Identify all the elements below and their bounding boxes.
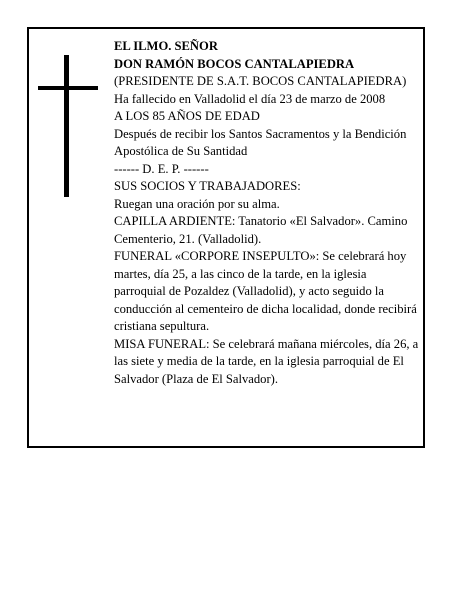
title-honorific: EL ILMO. SEÑOR <box>114 39 218 53</box>
deceased-position: (PRESIDENTE DE S.A.T. BOCOS CANTALAPIEDRA) <box>114 74 407 88</box>
dep-line: ------ D. E. P. ------ <box>114 161 209 176</box>
mass-info: MISA FUNERAL: Se celebrará mañana miércoles, día 26, a las siete y media de la tarde, en la iglesia parroquial de El Salvador (Plaza de El Salvador). <box>114 336 422 386</box>
cross-horizontal-bar <box>38 86 98 90</box>
obituary-text <box>114 38 422 388</box>
mourners-line: SUS SOCIOS Y TRABAJADORES: <box>114 179 301 193</box>
death-info: Ha fallecido en Valladolid el día 23 de marzo de 2008 <box>114 91 386 106</box>
prayer-request: Ruegan una oración por su alma. <box>114 196 280 211</box>
age-at-death: A LOS 85 AÑOS DE EDAD <box>114 109 260 123</box>
cross-vertical-bar <box>64 55 69 197</box>
funeral-info: FUNERAL «CORPORE INSEPULTO»: Se celebrará hoy martes, día 25, a las cinco de la tarde, en la iglesia parroquial de Pozaldez (Valladolid), y acto seguido la conducción al cementeiro de dicha localidad, donde recibirá cristiana sepultura. <box>114 249 420 333</box>
sacraments-text: Después de recibir los Santos Sacramentos y la Bendición Apostólica de Su Santidad <box>114 126 409 158</box>
chapel-info: CAPILLA ARDIENTE: Tanatorio «El Salvador». Camino Cementerio, 21. (Valladolid). <box>114 214 411 246</box>
deceased-name: DON RAMÓN BOCOS CANTALAPIEDRA <box>114 56 355 71</box>
cross-icon <box>38 55 98 197</box>
